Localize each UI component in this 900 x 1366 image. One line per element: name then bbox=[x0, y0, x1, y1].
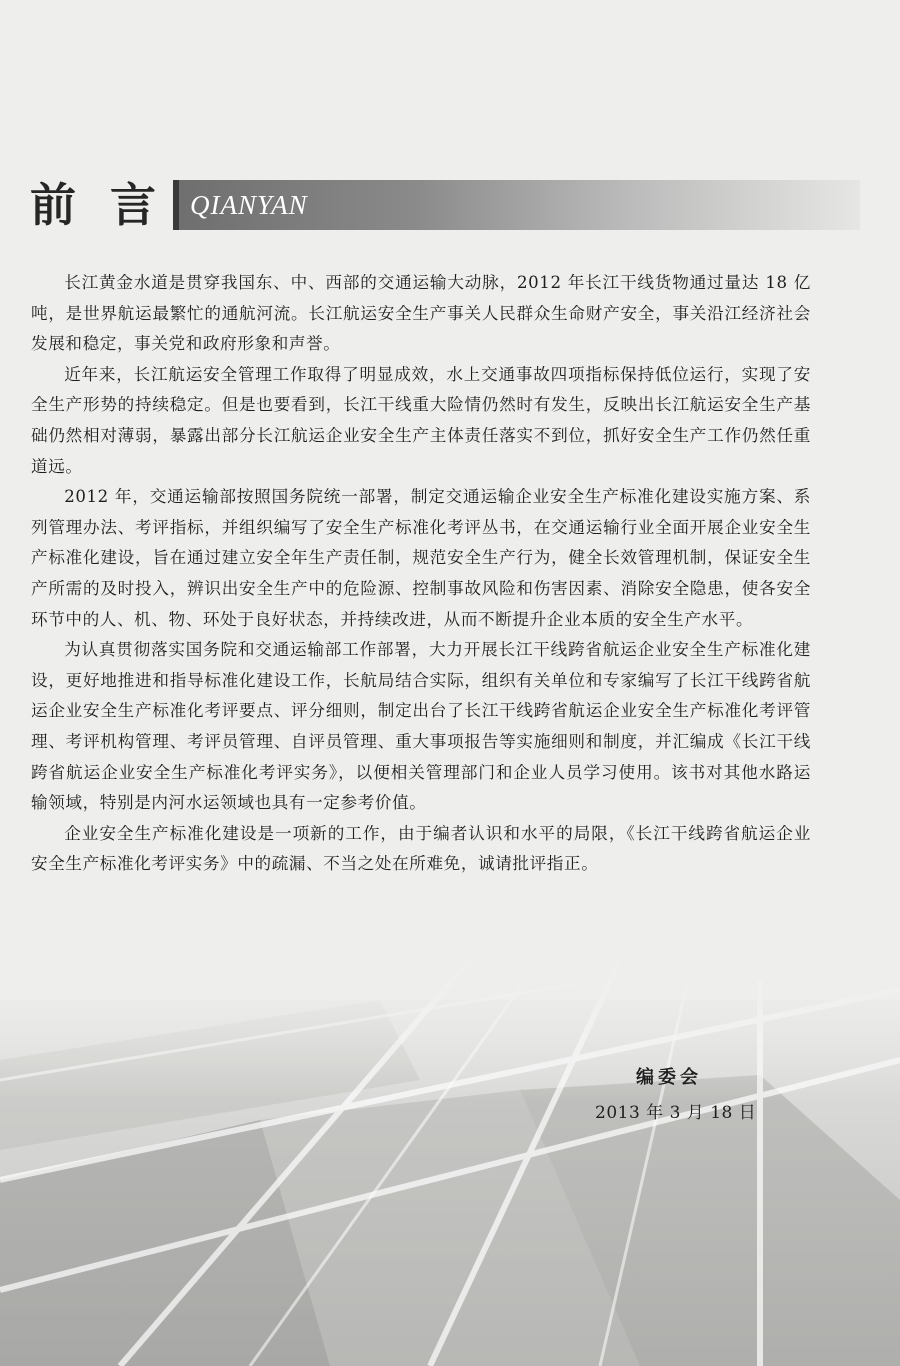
signature-block bbox=[0, 1064, 900, 1134]
preface-body bbox=[31, 268, 811, 880]
paragraph-1: 长江黄金水道是贯穿我国东、中、西部的交通运输大动脉，2012 年长江干线货物通过量达 18 亿吨，是世界航运最繁忙的通航河流。长江航运安全生产事关人民群众生命财产安全，事关沿江经济社会发展和稳定，事关党和政府形象和声誉。 bbox=[31, 273, 811, 354]
paragraph-4: 为认真贯彻落实国务院和交通运输部工作部署，大力开展长江干线跨省航运企业安全生产标准化建设，更好地推进和指导标准化建设工作，长航局结合实际，组织有关单位和专家编写了长江干线跨省航运企业安全生产标准化考评要点、评分细则，制定出台了长江干线跨省航运企业安全生产标准化考评管理、考评机构管理、考评员管理、自评员管理、重大事项报告等实施细则和制度，并汇编成《长江干线跨省航运企业安全生产标准化考评实务》，以便相关管理部门和企业人员学习使用。该书对其他水路运输领域，特别是内河水运领域也具有一定参考价值。 bbox=[31, 640, 811, 813]
page-title-pinyin: QIANYAN bbox=[190, 190, 308, 220]
page-title: 前言 bbox=[30, 178, 190, 232]
paragraph-3: 2012 年，交通运输部按照国务院统一部署，制定交通运输企业安全生产标准化建设实施方案、系列管理办法、考评指标，并组织编写了安全生产标准化考评丛书，在交通运输行业全面开展企业安全生产标准化建设，旨在通过建立安全年生产责任制，规范安全生产行为，健全长效管理机制，保证安全生产所需的及时投入，辨识出安全生产中的危险源、控制事故风险和伤害因素、消除安全隐患，使各安全环节中的人、机、物、环处于良好状态，并持续改进，从而不断提升企业本质的安全生产水平。 bbox=[31, 487, 811, 629]
paragraph-5: 企业安全生产标准化建设是一项新的工作，由于编者认识和水平的局限，《长江干线跨省航运企业安全生产标准化考评实务》中的疏漏、不当之处在所难免，诚请批评指正。 bbox=[31, 823, 811, 874]
paragraph-2: 近年来，长江航运安全管理工作取得了明显成效，水上交通事故四项指标保持低位运行，实现了安全生产形势的持续稳定。但是也要看到，长江干线重大险情仍然时有发生，反映出长江航运安全生产基础仍然相对薄弱，暴露出部分长江航运企业安全生产主体责任落实不到位，抓好安全生产工作仍然任重道远。 bbox=[31, 364, 811, 476]
signature-org: 编委会 bbox=[636, 1067, 702, 1088]
preface-header bbox=[30, 176, 860, 236]
signature-date: 2013 年 3 月 18 日 bbox=[595, 1103, 757, 1123]
